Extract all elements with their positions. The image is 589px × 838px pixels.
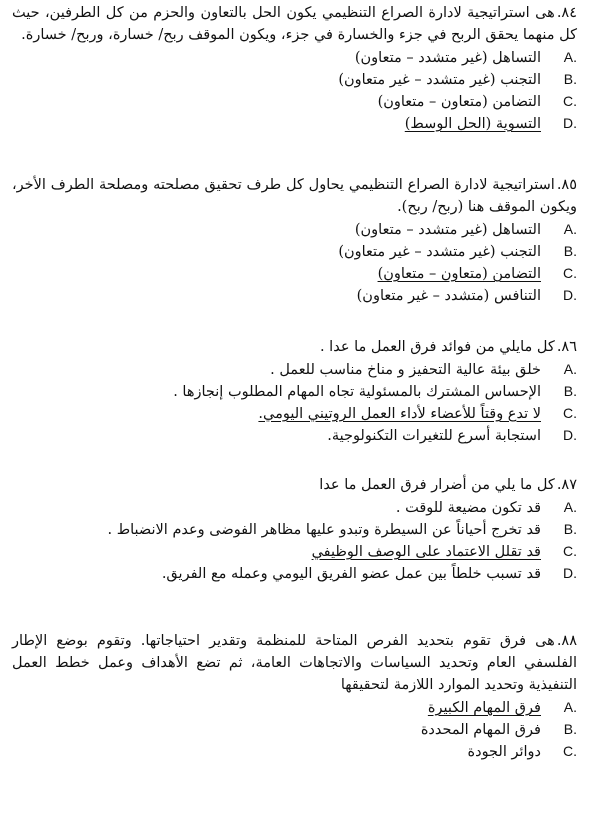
option-letter: B. <box>563 721 577 737</box>
option-letter: C. <box>563 93 577 109</box>
option-text: قد تسبب خلطاً بين عمل عضو الفريق اليومي وعمله مع الفريق. <box>161 566 541 582</box>
question-body: كل ما يلي من أضرار فرق العمل ما عدا <box>319 477 555 493</box>
question-text <box>12 336 577 358</box>
option-text: الإحساس المشترك بالمسئولية تجاه المهام المطلوب إنجازها . <box>173 384 541 400</box>
option-b <box>12 518 577 540</box>
option-letter: C. <box>563 743 577 759</box>
question-number: ٨٨. <box>556 633 577 649</box>
option-text: التجنب (غير متشدد – غير متعاون) <box>338 72 541 88</box>
option-text: استجابة أسرع للتغيرات التكنولوجية. <box>327 428 541 444</box>
option-letter: B. <box>563 243 577 259</box>
option-a <box>12 496 577 518</box>
options-list <box>12 46 577 134</box>
option-text: قد تقلل الاعتماد على الوصف الوظيفي <box>311 544 541 560</box>
options-list <box>12 496 577 584</box>
option-a <box>12 696 577 718</box>
option-letter: B. <box>563 521 577 537</box>
option-c <box>12 90 577 112</box>
option-text: التساهل (غير متشدد – متعاون) <box>354 222 541 238</box>
question-number: ٨٦. <box>556 339 577 355</box>
question-text <box>12 2 577 46</box>
option-letter: B. <box>563 383 577 399</box>
option-letter: A. <box>563 699 577 715</box>
option-letter: D. <box>563 427 577 443</box>
option-c <box>12 740 577 762</box>
question-number: ٨٤. <box>556 5 577 21</box>
option-text: فرق المهام المحددة <box>420 722 541 738</box>
question-84 <box>12 2 577 134</box>
option-d <box>12 112 577 134</box>
option-letter: C. <box>563 543 577 559</box>
question-text <box>12 174 577 218</box>
option-b <box>12 718 577 740</box>
question-88 <box>12 630 577 762</box>
option-a <box>12 218 577 240</box>
option-letter: B. <box>563 71 577 87</box>
option-text: التجنب (غير متشدد – غير متعاون) <box>338 244 541 260</box>
option-text: خلق بيئة عالية التحفيز و مناخ مناسب للعمل . <box>270 362 541 378</box>
option-text: فرق المهام الكبيرة <box>427 700 541 716</box>
option-letter: C. <box>563 265 577 281</box>
option-text: التساهل (غير متشدد – متعاون) <box>354 50 541 66</box>
option-letter: D. <box>563 565 577 581</box>
option-b <box>12 240 577 262</box>
option-letter: D. <box>563 115 577 131</box>
options-list <box>12 218 577 306</box>
option-text: دوائر الجودة <box>467 744 541 760</box>
question-87 <box>12 474 577 584</box>
option-text: التضامن (متعاون – متعاون) <box>377 266 541 282</box>
option-letter: A. <box>563 221 577 237</box>
option-letter: A. <box>563 499 577 515</box>
question-85 <box>12 174 577 306</box>
option-text: قد تكون مضيعة للوقت . <box>395 500 541 516</box>
option-text: لا تدع وقتاً للأعضاء لأداء العمل الروتيني اليومي. <box>258 406 541 422</box>
options-list <box>12 696 577 762</box>
option-text: التسوية (الحل الوسط) <box>404 116 541 132</box>
option-c <box>12 540 577 562</box>
option-letter: A. <box>563 361 577 377</box>
question-number: ٨٥. <box>556 177 577 193</box>
question-body: هى استراتيجية لادارة الصراع التنظيمي يكون الحل بالتعاون والحزم من كل الطرفين، حيث كل منهما يحقق الربح في جزء والخسارة في جزء، ويكون الموقف ربح/ خسارة، وربح/ خسارة. <box>12 5 577 43</box>
option-d <box>12 424 577 446</box>
question-body: هى فرق تقوم بتحديد الفرص المتاحة للمنظمة وتقدير احتياجاتها. وتقوم بوضع الإطار الفلسفي العام وتحديد السياسات والاتجاهات العامة، ثم تضع الأهداف وعمل خطط العمل التنفيذية وتحديد الموارد اللازمة لتحقيقها <box>12 633 577 693</box>
option-c <box>12 262 577 284</box>
option-letter: D. <box>563 287 577 303</box>
options-list <box>12 358 577 446</box>
question-text <box>12 474 577 496</box>
question-body: كل مايلي من فوائد فرق العمل ما عدا . <box>319 339 555 355</box>
option-b <box>12 68 577 90</box>
option-d <box>12 284 577 306</box>
option-text: التنافس (متشدد – غير متعاون) <box>356 288 541 304</box>
question-number: ٨٧. <box>556 477 577 493</box>
question-86 <box>12 336 577 446</box>
question-body: استراتيجية لادارة الصراع التنظيمي يحاول كل طرف تحقيق مصلحته ومصلحة الطرف الأخر، ويكون الموقف هنا (ربح/ ربح). <box>12 177 577 215</box>
option-text: قد تخرج أحياناً عن السيطرة وتبدو عليها مظاهر الفوضى وعدم الانضباط . <box>107 522 541 538</box>
option-a <box>12 358 577 380</box>
option-d <box>12 562 577 584</box>
option-a <box>12 46 577 68</box>
option-c <box>12 402 577 424</box>
option-text: التضامن (متعاون – متعاون) <box>377 94 541 110</box>
question-text <box>12 630 577 696</box>
option-b <box>12 380 577 402</box>
option-letter: A. <box>563 49 577 65</box>
option-letter: C. <box>563 405 577 421</box>
